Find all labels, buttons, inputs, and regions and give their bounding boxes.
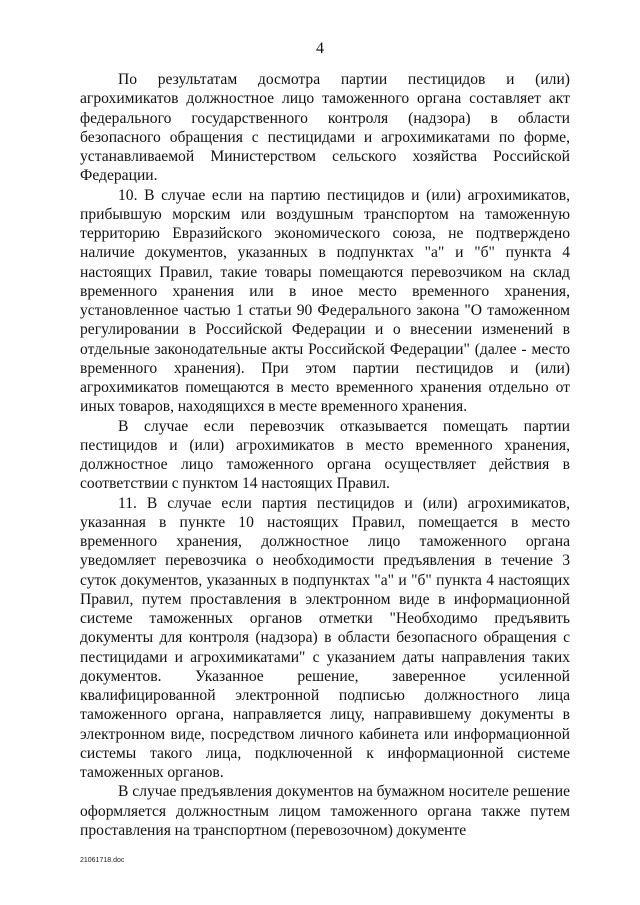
paragraph-paper-documents: В случае предъявления документов на бумажном носителе решение оформляется должностным лицом таможенного органа также путем проставления на транспортном (перевозочном) документе [80, 783, 570, 839]
document-footer-filename: 21061718.doc [80, 857, 125, 864]
page-number: 4 [316, 40, 324, 57]
paragraph-item-10: 10. В случае если на партию пестицидов и (или) агрохимикатов, прибывшую морским или воздушным транспортом на таможенную территорию Евразийского экономического союза, не подтверждено наличие документов, указанных в подпунктах "а" и "б" пункта 4 настоящих Правил, такие товары помещаются перевозчиком на склад временного хранения или в иное место временного хранения, установленное частью 1 статьи 90 Федерального закона "О таможенном регулировании в Российской Федерации и о внесении изменений в отдельные законодательные акты Российской Федерации" (далее - место временного хранения). При этом партии пестицидов и (или) агрохимикатов помещаются в место временного хранения отдельно от иных товаров, находящихся в месте временного хранения. [80, 186, 570, 416]
paragraph-inspection-act: По результатам досмотра партии пестицидов и (или) агрохимикатов должностное лицо таможенного органа составляет акт федерального государственного контроля (надзора) в области безопасного обращения с пестицидами и агрохимикатами по форме, устанавливаемой Министерством сельского хозяйства Российской Федерации. [80, 71, 570, 185]
paragraph-carrier-refusal: В случае если перевозчик отказывается помещать партии пестицидов и (или) агрохимикатов в место временного хранения, должностное лицо таможенного органа осуществляет действия в соответствии с пунктом 14 настоящих Правил. [80, 417, 570, 493]
document-body [80, 70, 570, 840]
paragraph-item-11: 11. В случае если партия пестицидов и (или) агрохимикатов, указанная в пункте 10 настоящих Правил, помещается в место временного хранения, должностное лицо таможенного органа уведомляет перевозчика о необходимости предъявления в течение 3 суток документов, указанных в подпунктах "а" и "б" пункта 4 настоящих Правил, путем проставления в электронном виде в информационной системе таможенных органов отметки "Необходимо предъявить документы для контроля (надзора) в области безопасного обращения с пестицидами и агрохимикатами" с указанием даты направления таких документов. Указанное решение, заверенное усиленной квалифицированной электронной подписью должностного лица таможенного органа, направляется лицу, направившему документы в электронном виде, посредством личного кабинета или информационной системы такого лица, подключенной к информационной системе таможенных органов. [80, 494, 570, 781]
